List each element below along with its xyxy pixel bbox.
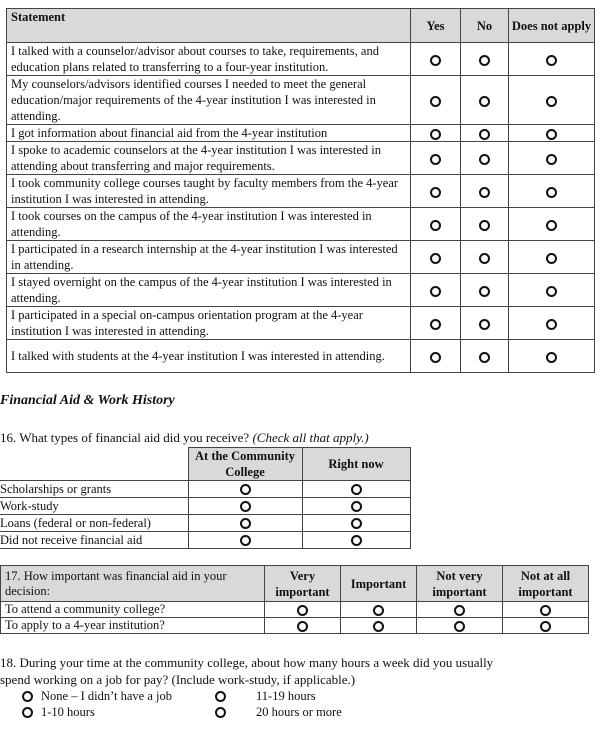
radio-does-not-apply[interactable] xyxy=(546,286,557,297)
radio-yes[interactable] xyxy=(430,286,441,297)
radio-important[interactable] xyxy=(373,621,384,632)
checkbox-right-now[interactable] xyxy=(351,535,362,546)
radio-no[interactable] xyxy=(479,96,490,107)
radio-does-not-apply[interactable] xyxy=(546,319,557,330)
radio-does-not-apply[interactable] xyxy=(546,187,557,198)
question-16-text: 16. What types of financial aid did you receive? xyxy=(0,430,250,445)
option-none[interactable] xyxy=(22,689,172,704)
radio-no[interactable] xyxy=(479,220,490,231)
checkbox-at-community-college[interactable] xyxy=(240,535,251,546)
checkbox-at-community-college[interactable] xyxy=(240,501,251,512)
question-18-line2: spend working on a job for pay? (Include work-study, if applicable.) xyxy=(0,672,356,687)
header-not-very-important: Not very important xyxy=(417,566,503,602)
statement-text: I took community college courses taught by faculty members from the 4-year institution I was interested in attending. xyxy=(7,175,411,208)
aid-type-label: Work-study xyxy=(0,498,188,515)
radio-yes[interactable] xyxy=(430,253,441,264)
header-not-at-all-important: Not at all important xyxy=(503,566,589,602)
radio-does-not-apply[interactable] xyxy=(546,253,557,264)
header-does-not-apply: Does not apply xyxy=(509,9,595,43)
radio-not-very-important[interactable] xyxy=(454,621,465,632)
radio-yes[interactable] xyxy=(430,96,441,107)
header-very-important: Very important xyxy=(265,566,341,602)
radio-does-not-apply[interactable] xyxy=(546,154,557,165)
radio-yes[interactable] xyxy=(430,352,441,363)
radio-none[interactable] xyxy=(22,691,33,702)
option-1-10-hours[interactable] xyxy=(22,705,95,720)
statement-text: I talked with a counselor/advisor about courses to take, requirements, and education plans related to transferring to a four-year institution. xyxy=(7,43,411,76)
header-no: No xyxy=(461,9,509,43)
checkbox-at-community-college[interactable] xyxy=(240,518,251,529)
statement-text: My counselors/advisors identified courses I needed to meet the general education/major requirements of the 4-year institution I was interested in attending. xyxy=(7,76,411,125)
question-18-line1: 18. During your time at the community college, about how many hours a week did you usually xyxy=(0,655,494,670)
aid-type-label: Scholarships or grants xyxy=(0,481,188,498)
option-label: 20 hours or more xyxy=(256,705,342,719)
radio-11-19-hours[interactable] xyxy=(215,691,226,702)
radio-no[interactable] xyxy=(479,154,490,165)
radio-very-important[interactable] xyxy=(297,621,308,632)
radio-does-not-apply[interactable] xyxy=(546,220,557,231)
radio-no[interactable] xyxy=(479,129,490,140)
aid-type-label: Loans (federal or non-federal) xyxy=(0,515,188,532)
decision-label: To apply to a 4-year institution? xyxy=(1,618,265,634)
question-17-text: 17. How important was financial aid in your decision: xyxy=(1,566,265,602)
checkbox-at-community-college[interactable] xyxy=(240,484,251,495)
question-16-note: (Check all that apply.) xyxy=(252,430,369,445)
statement-text: I participated in a research internship at the 4-year institution I was interested in attending. xyxy=(7,241,411,274)
financial-aid-table xyxy=(0,447,411,549)
option-20-plus-hours[interactable] xyxy=(215,705,342,720)
statement-text: I participated in a special on-campus orientation program at the 4-year institution I was interested in attending. xyxy=(7,307,411,340)
statement-text: I talked with students at the 4-year institution I was interested in attending. xyxy=(7,340,411,373)
radio-no[interactable] xyxy=(479,253,490,264)
header-statement: Statement xyxy=(7,9,411,43)
option-label: 11-19 hours xyxy=(256,689,316,703)
aid-importance-table xyxy=(0,565,589,634)
option-label: 1-10 hours xyxy=(41,705,95,719)
radio-no[interactable] xyxy=(479,187,490,198)
radio-yes[interactable] xyxy=(430,129,441,140)
radio-no[interactable] xyxy=(479,352,490,363)
radio-no[interactable] xyxy=(479,319,490,330)
header-right-now: Right now xyxy=(302,448,410,481)
radio-1-10-hours[interactable] xyxy=(22,707,33,718)
radio-not-at-all-important[interactable] xyxy=(540,605,551,616)
checkbox-right-now[interactable] xyxy=(351,501,362,512)
radio-no[interactable] xyxy=(479,286,490,297)
radio-yes[interactable] xyxy=(430,55,441,66)
radio-not-at-all-important[interactable] xyxy=(540,621,551,632)
statement-text: I spoke to academic counselors at the 4-year institution I was interested in attending about transferring and major requirements. xyxy=(7,142,411,175)
header-important: Important xyxy=(341,566,417,602)
header-at-community-college: At the Community College xyxy=(188,448,302,481)
radio-does-not-apply[interactable] xyxy=(546,129,557,140)
aid-type-label: Did not receive financial aid xyxy=(0,532,188,549)
radio-not-very-important[interactable] xyxy=(454,605,465,616)
transfer-experience-table xyxy=(6,8,595,373)
option-label: None – I didn’t have a job xyxy=(41,689,172,703)
radio-important[interactable] xyxy=(373,605,384,616)
section-title: Financial Aid & Work History xyxy=(0,393,175,408)
radio-20-plus-hours[interactable] xyxy=(215,707,226,718)
radio-yes[interactable] xyxy=(430,220,441,231)
radio-very-important[interactable] xyxy=(297,605,308,616)
header-yes: Yes xyxy=(411,9,461,43)
statement-text: I stayed overnight on the campus of the 4-year institution I was interested in attending. xyxy=(7,274,411,307)
option-11-19-hours[interactable] xyxy=(215,689,316,704)
checkbox-right-now[interactable] xyxy=(351,518,362,529)
radio-does-not-apply[interactable] xyxy=(546,55,557,66)
statement-text: I took courses on the campus of the 4-year institution I was interested in attending. xyxy=(7,208,411,241)
statement-text: I got information about financial aid from the 4-year institution xyxy=(7,125,411,142)
checkbox-right-now[interactable] xyxy=(351,484,362,495)
radio-yes[interactable] xyxy=(430,154,441,165)
radio-does-not-apply[interactable] xyxy=(546,352,557,363)
radio-yes[interactable] xyxy=(430,319,441,330)
radio-does-not-apply[interactable] xyxy=(546,96,557,107)
radio-no[interactable] xyxy=(479,55,490,66)
radio-yes[interactable] xyxy=(430,187,441,198)
question-16 xyxy=(0,430,369,446)
decision-label: To attend a community college? xyxy=(1,602,265,618)
